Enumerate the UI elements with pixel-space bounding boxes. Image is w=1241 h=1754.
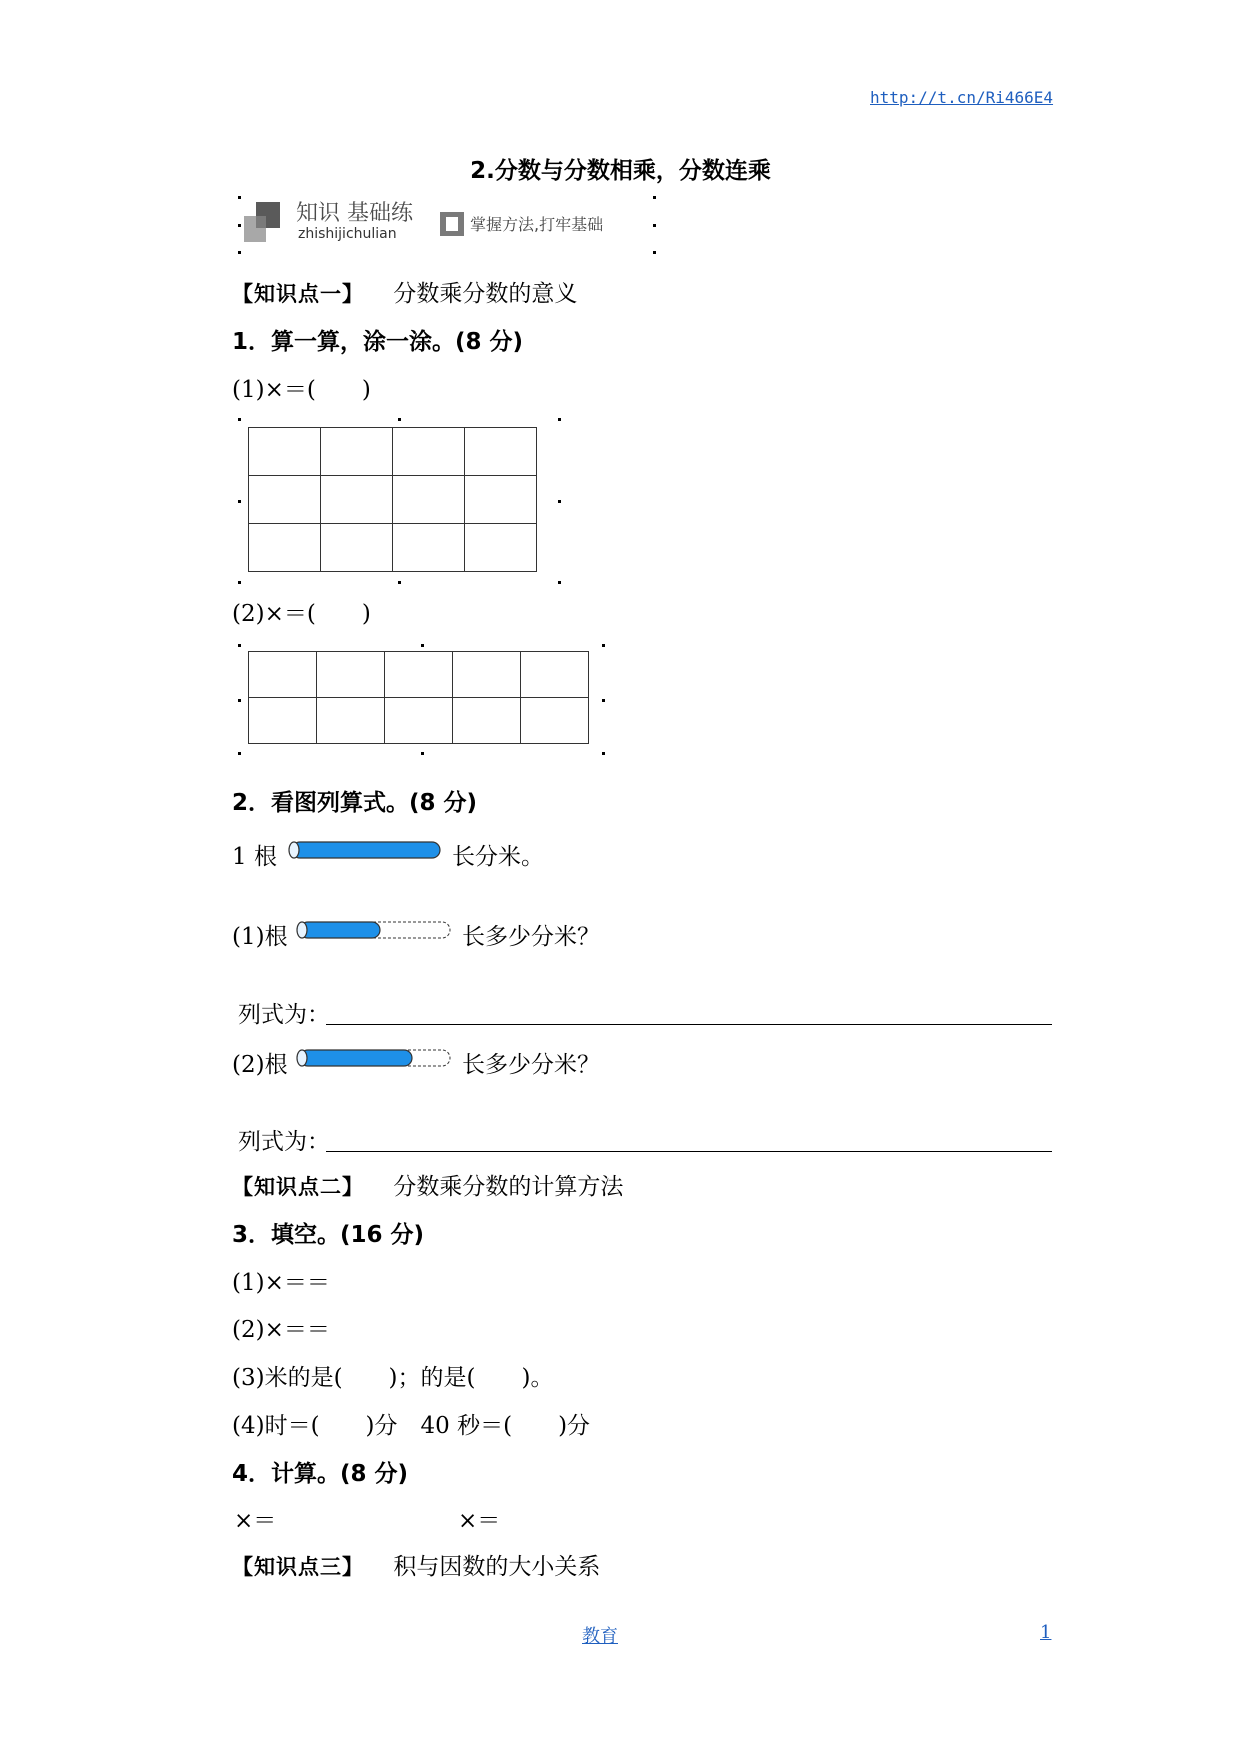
q2-formula2-label: 列式为：	[238, 1129, 330, 1155]
knowledge-point-1-text: 分数乘分数的意义	[393, 281, 578, 307]
banner-squares-icon	[244, 202, 280, 242]
banner-box-icon	[440, 212, 464, 236]
banner-main-text: 知识 基础练	[296, 201, 413, 226]
q1-heading: 1．算一算，涂一涂。(8 分)	[232, 329, 524, 355]
q1-part2: (2)×＝( )	[232, 601, 371, 627]
q2-formula1-answer-line[interactable]	[326, 1024, 1052, 1025]
q2-part1-right: 长多少分米？	[462, 924, 600, 950]
q1-part1: (1)×＝( )	[232, 377, 371, 403]
footer-page-number[interactable]: 1	[1040, 1622, 1052, 1643]
knowledge-point-1	[232, 279, 577, 309]
q2-line0-right: 长分米。	[452, 844, 544, 870]
banner-tagline: 掌握方法,打牢基础	[470, 215, 604, 234]
knowledge-point-2-tag: 【知识点二】	[232, 1175, 364, 1199]
partial-rod-icon-1	[294, 918, 458, 944]
q2-line0-left: 1 根	[232, 844, 277, 870]
q1-grid1[interactable]	[248, 427, 537, 572]
q3-heading: 3．填空。(16 分)	[232, 1222, 425, 1248]
knowledge-point-1-tag: 【知识点一】	[232, 282, 364, 306]
knowledge-point-2	[232, 1172, 623, 1202]
q3-part1: (1)×＝＝	[232, 1270, 330, 1296]
page-title: 2.分数与分数相乘，分数连乘	[470, 158, 771, 184]
q3-part2: (2)×＝＝	[232, 1317, 330, 1343]
q2-part1-left: (1)根	[232, 924, 288, 950]
banner-pinyin: zhishijichulian	[298, 226, 397, 242]
section-banner	[238, 194, 658, 254]
footer-center-link[interactable]: 教育	[582, 1626, 618, 1647]
q3-part4: (4)时＝( )分 40 秒＝( )分	[232, 1413, 591, 1439]
q2-formula2-answer-line[interactable]	[326, 1151, 1052, 1152]
q2-formula1-label: 列式为：	[238, 1002, 330, 1028]
q1-grid2[interactable]	[248, 651, 589, 744]
full-rod-icon	[286, 838, 446, 864]
q4-heading: 4．计算。(8 分)	[232, 1461, 409, 1487]
q2-part2-right: 长多少分米？	[462, 1052, 600, 1078]
q4-expression-2: ×＝	[458, 1508, 501, 1534]
header-url-link[interactable]: http://t.cn/Ri466E4	[870, 88, 1054, 107]
knowledge-point-2-text: 分数乘分数的计算方法	[393, 1174, 624, 1200]
q3-part3: (3)米的是( )；的是( )。	[232, 1365, 554, 1391]
knowledge-point-3-tag: 【知识点三】	[232, 1555, 364, 1579]
q4-expression-1: ×＝	[234, 1508, 277, 1534]
partial-rod-icon-2	[294, 1046, 458, 1072]
q1-grid1-area	[238, 418, 563, 583]
knowledge-point-3	[232, 1552, 600, 1582]
q1-grid2-area	[238, 644, 608, 756]
q2-part2-left: (2)根	[232, 1052, 288, 1078]
q2-heading: 2．看图列算式。(8 分)	[232, 790, 478, 816]
knowledge-point-3-text: 积与因数的大小关系	[393, 1554, 601, 1580]
